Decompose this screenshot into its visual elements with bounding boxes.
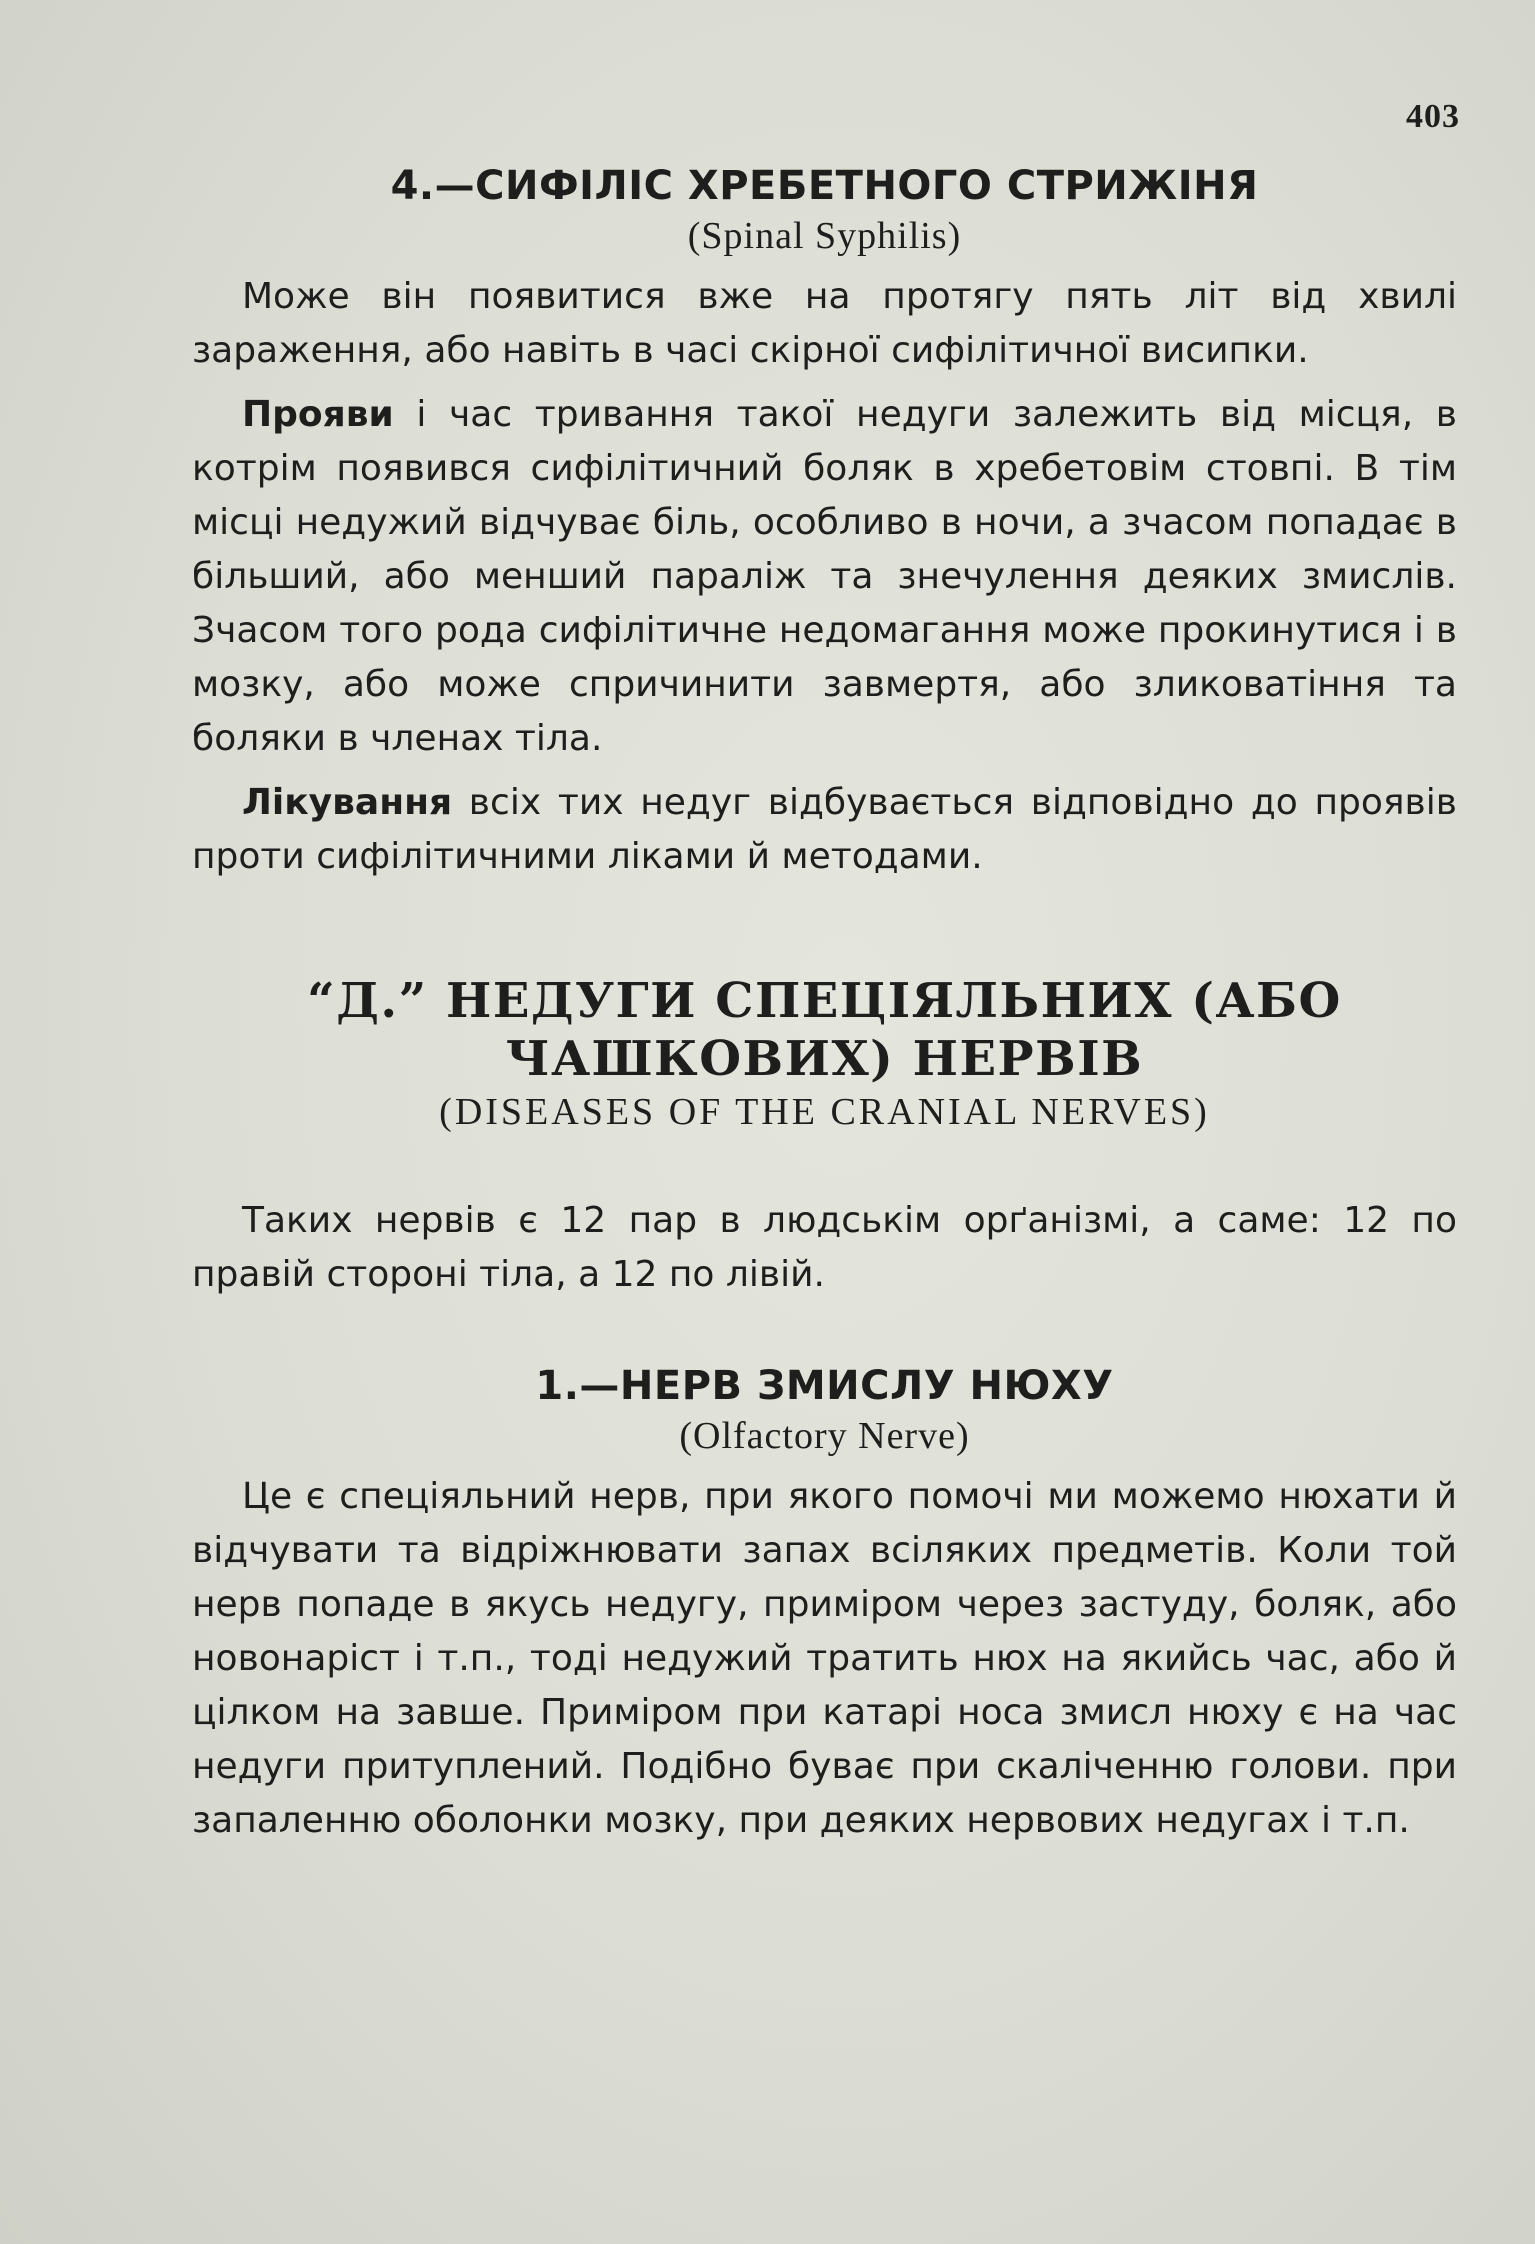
symptoms-text: і час тривання такої недуги залежить від місця, в котрім появився сифілітичний боляк в хребетовім стовпі. В тім місці недужий відчуває біль, особливо в ночи, а зчасом попадає в більший, або менший параліж та знечулення деяких змислів. Зчасом того рода сифілітичне недомагання може прокинутися і в мозку, або може спричинити завмертя, або зликоватіння та боляки в членах тіла.	[192, 394, 1457, 759]
section-title-spinal-syphilis: 4.—СИФІЛІС ХРЕБЕТНОГО СТРИЖІНЯ	[390, 163, 1259, 209]
chapter-title-line2: ЧАШКОВИХ) НЕРВІВ	[505, 1031, 1144, 1087]
paragraph-olfactory: Це є спеціяльний нерв, при якого помочі ми можемо нюхати й відчувати та відріжнювати запах всіляких предметів. Коли той нерв попаде в якусь недугу, приміром через застуду, боляк, або новонаріст і т.п., тоді недужий тратить нюх на якийсь час, або й цілком на завше. Приміром при катарі носа змисл нюху є на час недуги притуплений. Подібно буває при скаліченню голови. при запаленню оболонки мозку, при деяких нервових недугах і т.п.	[192, 1476, 1457, 1841]
section-subtitle-spinal-syphilis: (Spinal Syphilis)	[687, 215, 962, 257]
paragraph-onset: Може він появитися вже на протягу пять літ від хвилі зараження, або навіть в часі скірної сифілітичної висипки.	[192, 276, 1457, 371]
page-number: 403	[1406, 98, 1460, 135]
symptoms-lead: Прояви	[242, 394, 394, 435]
paragraph-cranial-intro: Таких нервів є 12 пар в людськім орґанізмі, а саме: 12 по правій стороні тіла, а 12 по лівій.	[192, 1200, 1457, 1295]
section-title-olfactory: 1.—НЕРВ ЗМИСЛУ НЮХУ	[535, 1363, 1114, 1409]
paragraph-symptoms	[192, 388, 1457, 766]
chapter-subtitle: (DISEASES OF THE CRANIAL NERVES)	[439, 1091, 1210, 1133]
treatment-text: всіх тих недуг відбувається відповідно до проявів проти сифілітичними ліками й методами.	[192, 782, 1457, 877]
treatment-lead: Лікування	[242, 782, 453, 823]
paragraph-treatment	[192, 776, 1457, 884]
chapter-title-line1: “Д.” НЕДУГИ СПЕЦІЯЛЬНИХ (АБО	[307, 973, 1342, 1029]
section-subtitle-olfactory: (Olfactory Nerve)	[679, 1415, 970, 1457]
page-content	[192, 160, 1457, 1848]
